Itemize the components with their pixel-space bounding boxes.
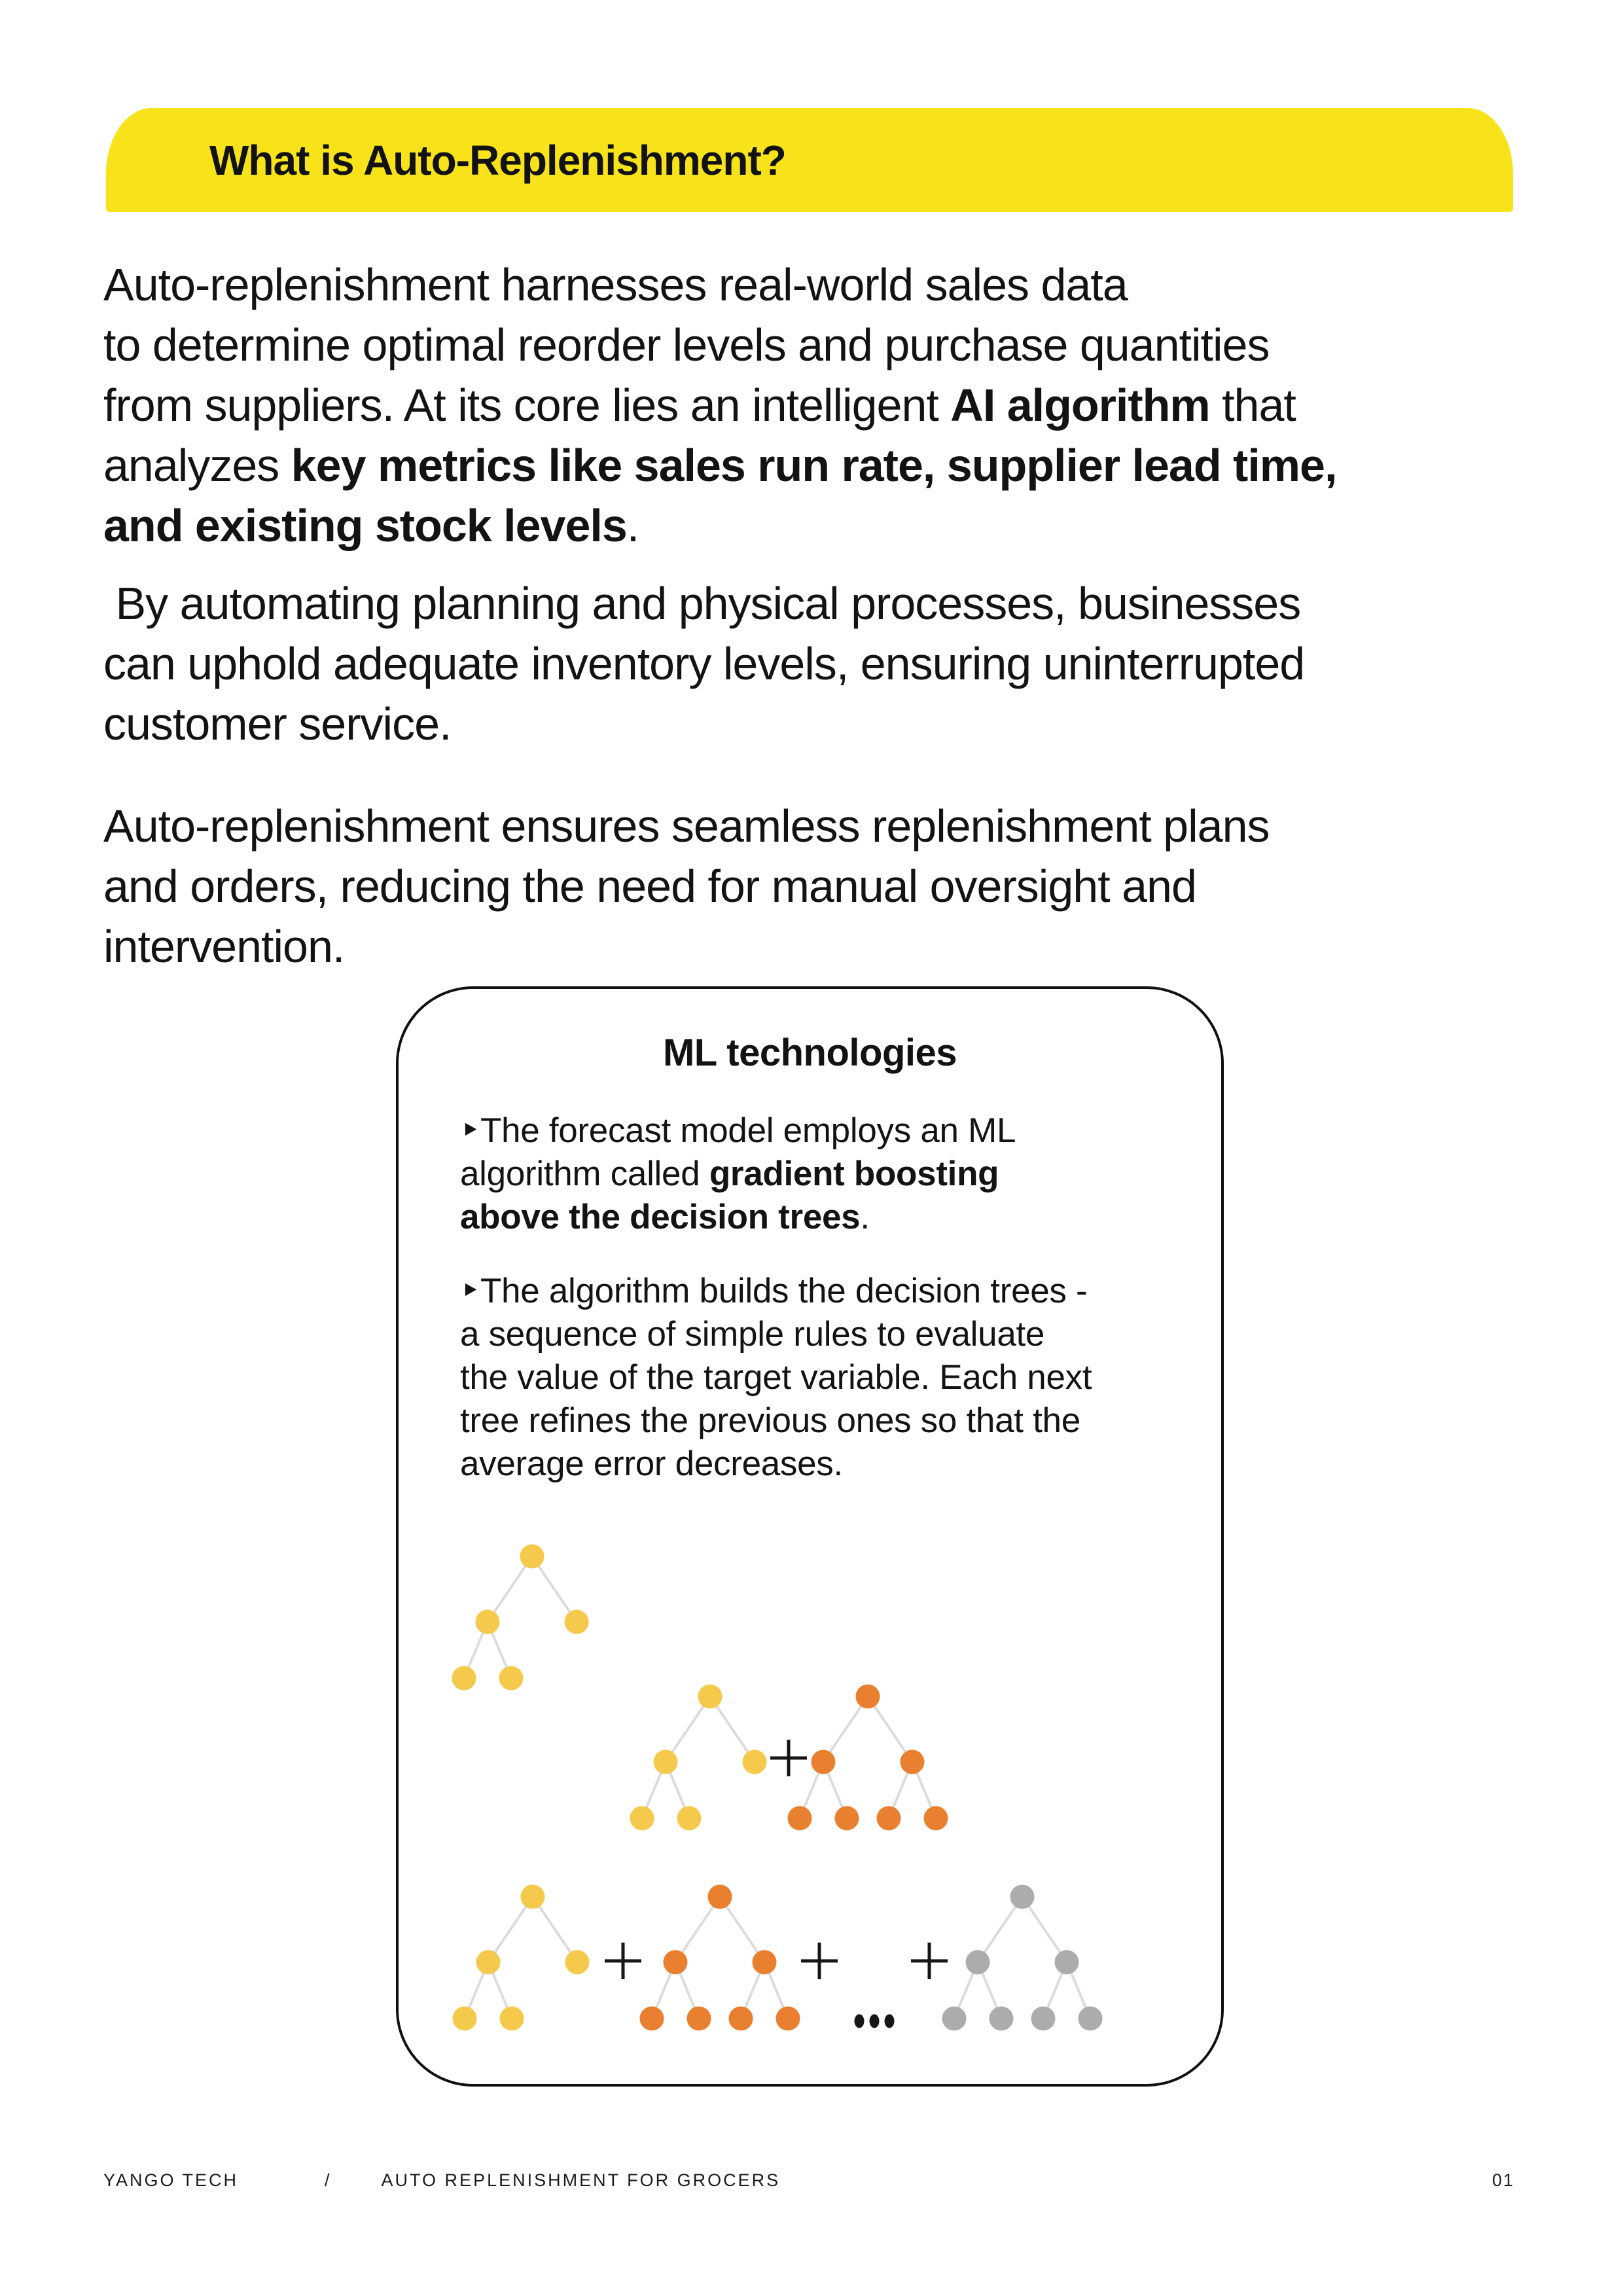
- page-footer: [103, 2170, 1514, 2191]
- page-number: 01: [1491, 2170, 1514, 2190]
- tree-edges: [464, 1556, 1090, 2018]
- ellipsis-icon: [855, 2015, 895, 2028]
- tree-gray-nodes: [942, 1885, 1103, 2031]
- automation-paragraph: By automating planning and physical processes, businesses can uphold adequate inventory levels, ensuring uninterrupted customer service.: [103, 578, 1305, 749]
- footer-doc-title: AUTO REPLENISHMENT FOR GROCERS: [381, 2170, 781, 2190]
- ml-bullet-forecast-model: ‣The forecast model employs an ML algorithm called gradient boosting above the decision trees.: [460, 1111, 1016, 1236]
- plus-icon: [605, 1943, 641, 1979]
- tree-orange-nodes: [640, 1885, 800, 2031]
- ml-bullet-algorithm: ‣The algorithm builds the decision trees - a sequence of simple rules to evaluate the value of the target variable. Each next tree refines the previous ones so that the average error decreases.: [460, 1272, 1092, 1483]
- plus-icon: [770, 1740, 807, 1776]
- intro-paragraph: Auto-replenishment harnesses real-world sales data to determine optimal reorder levels and purchase quantities from suppliers. At its core lies an intelligent AI algorithm that analyzes key metrics like sales run rate, supplier lead time, and existing stock levels.: [103, 259, 1337, 551]
- tree-yellow-nodes: [630, 1685, 767, 1831]
- tree-yellow-nodes: [453, 1885, 590, 2031]
- plus-icon: [801, 1943, 838, 1979]
- footer-separator: /: [325, 2170, 332, 2190]
- footer-brand: YANGO TECH: [103, 2170, 239, 2190]
- seamless-paragraph: Auto-replenishment ensures seamless replenishment plans and orders, reducing the need for manual oversight and intervention.: [103, 800, 1270, 972]
- tree-nodes: [452, 1545, 1103, 2031]
- tree-orange-nodes: [788, 1685, 948, 1831]
- tree-yellow-nodes: [452, 1545, 589, 1691]
- page-title: What is Auto-Replenishment?: [209, 136, 786, 184]
- plus-icon: [911, 1943, 948, 1979]
- decision-trees-diagram: [396, 1505, 1224, 2087]
- section-header-banner: [106, 108, 1513, 212]
- ml-box-title: ML technologies: [662, 1031, 957, 1074]
